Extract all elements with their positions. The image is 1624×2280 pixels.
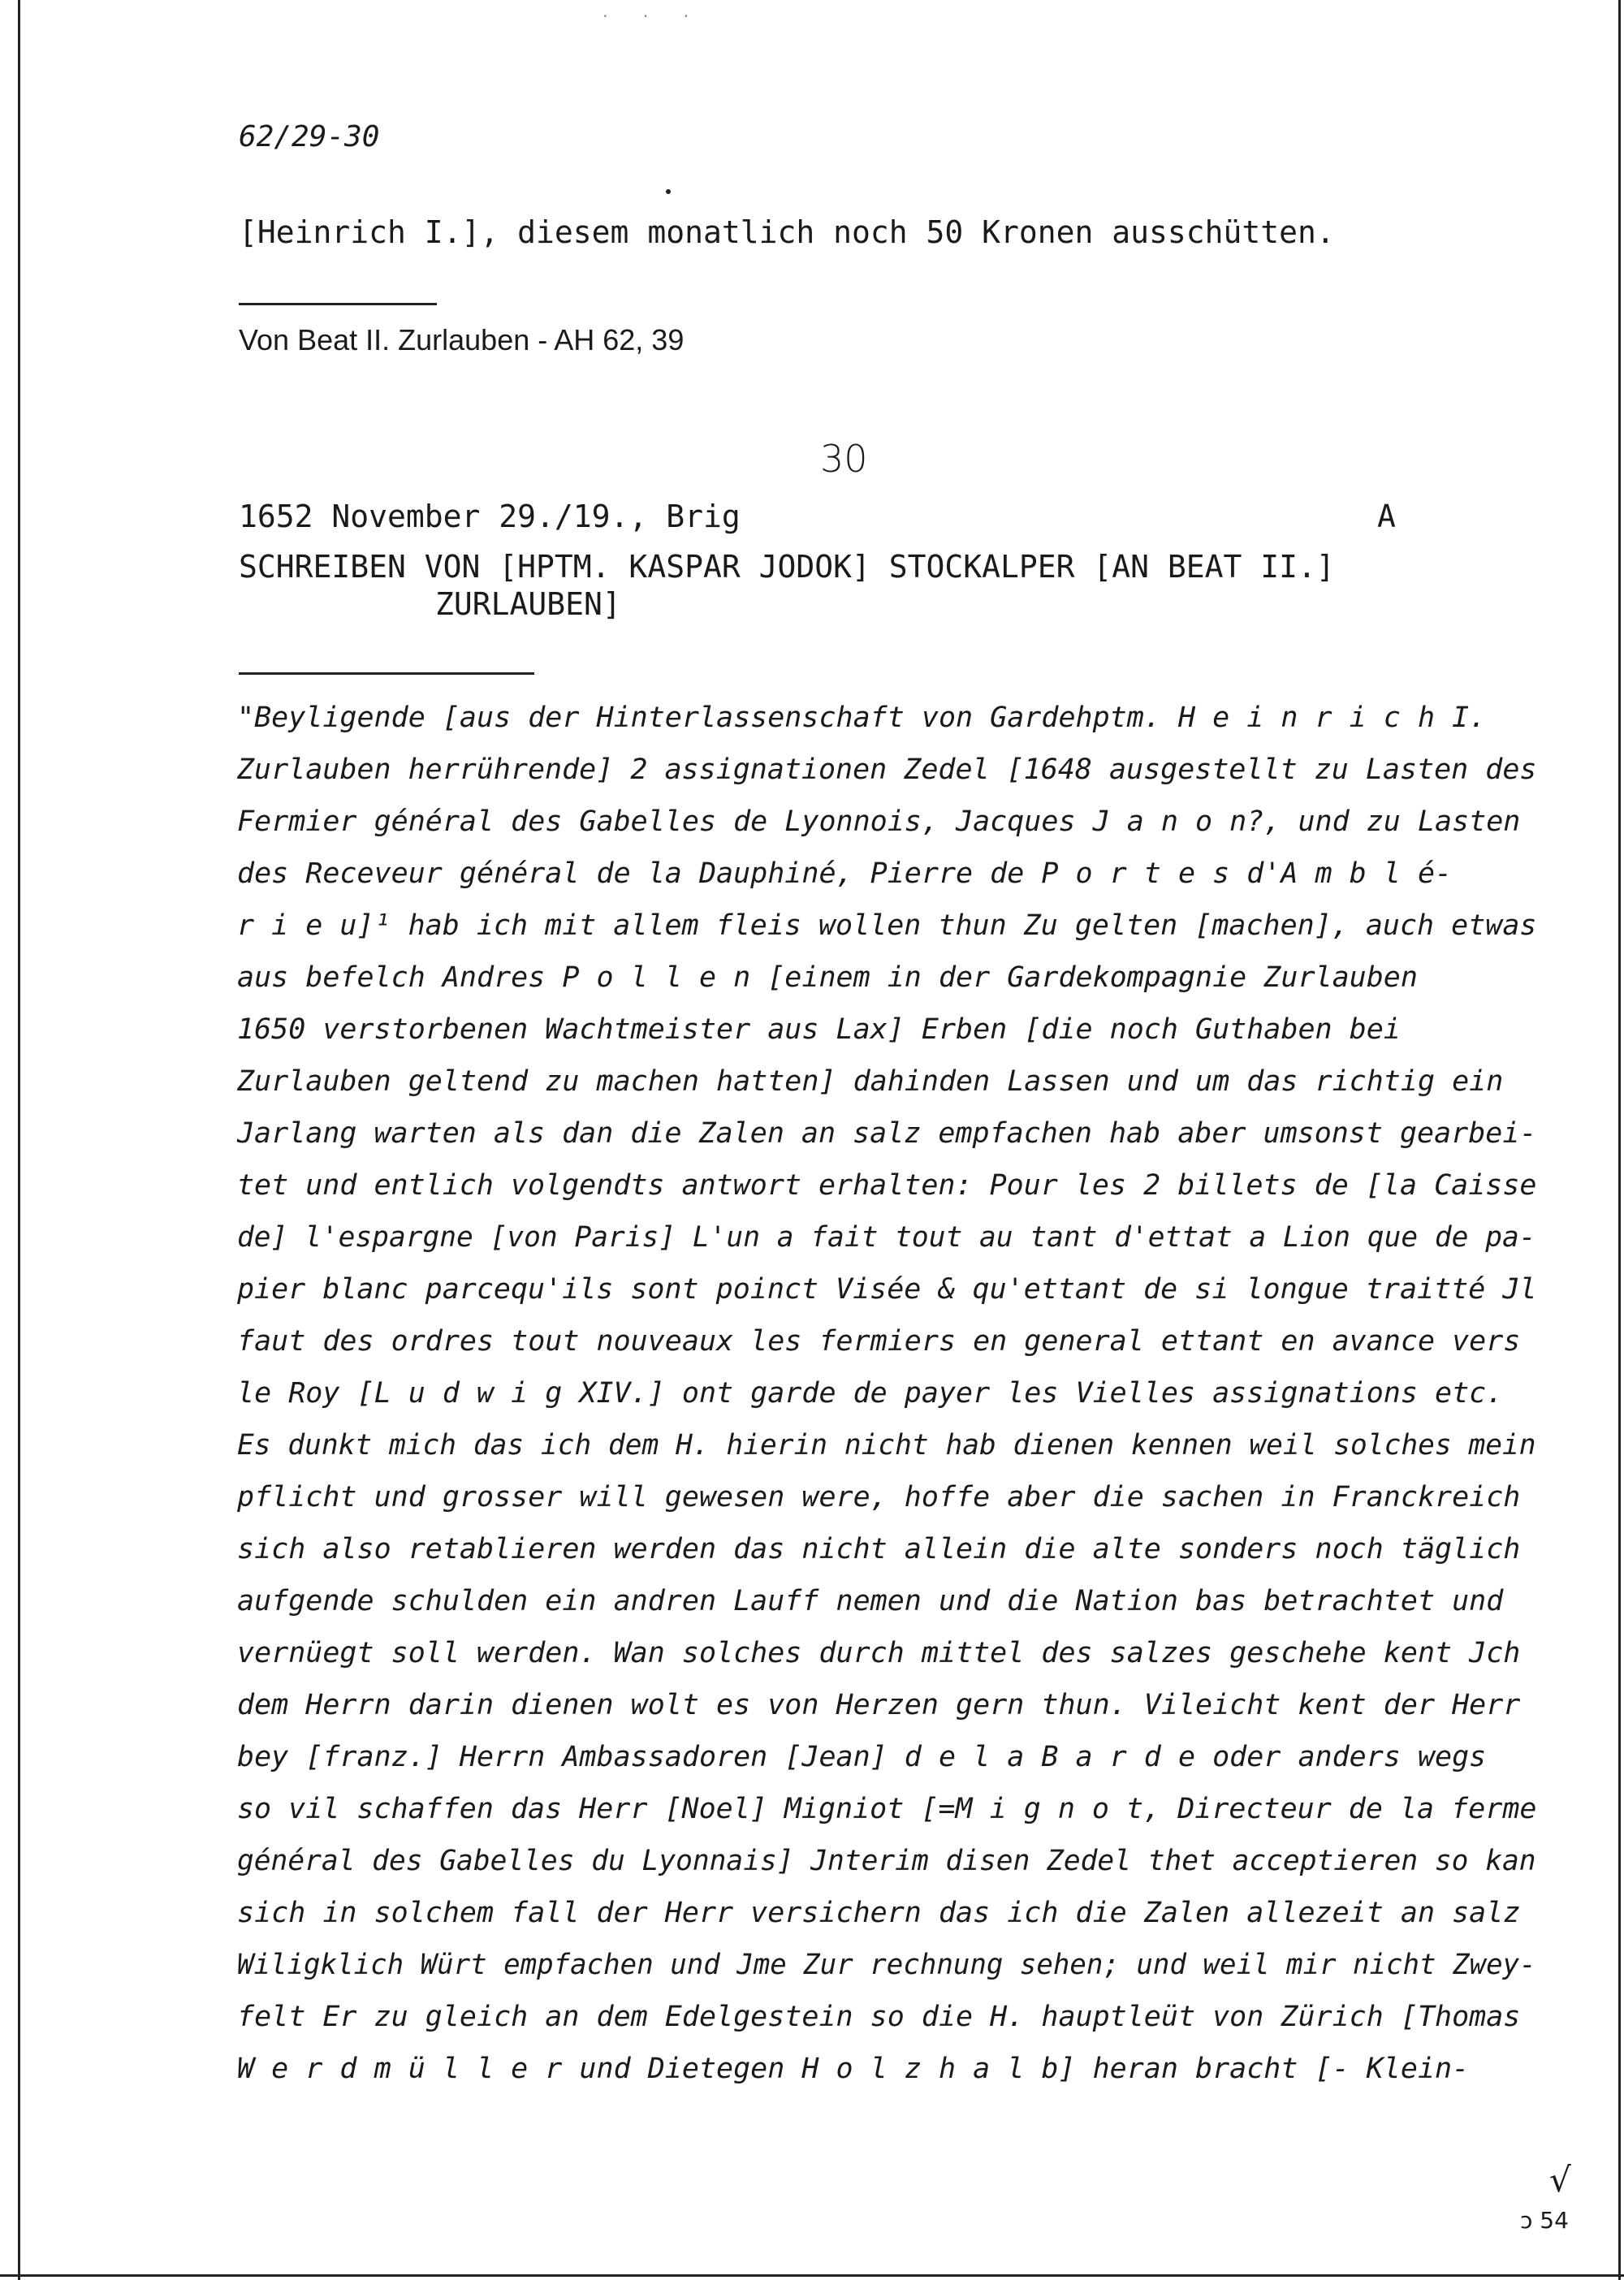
document-marker: A xyxy=(1377,499,1396,534)
scan-specks: · · · xyxy=(601,8,702,25)
body-line: r i e u]¹ hab ich mit allem fleis wollen thun Zu gelten [machen], auch etwas xyxy=(237,909,1537,942)
scan-border-left xyxy=(18,0,20,2280)
body-line: aufgende schulden ein andren Lauff nemen und die Nation bas betrachtet und xyxy=(237,1585,1504,1617)
body-line: pier blanc parcequ'ils sont poinct Visée & qu'ettant de si longue traitté Jl xyxy=(237,1273,1537,1306)
body-line: le Roy [L u d w i g XIV.] ont garde de payer les Vielles assignations etc. xyxy=(237,1377,1504,1410)
document-title-line-1: SCHREIBEN VON [HPTM. KASPAR JODOK] STOCKALPER [AN BEAT II.] xyxy=(239,549,1335,585)
body-line: Wiligklich Würt empfachen und Jme Zur rechnung sehen; und weil mir nicht Zwey- xyxy=(237,1949,1536,1981)
body-line: Jarlang warten als dan die Zalen an salz empfachen hab aber umsonst gearbei- xyxy=(237,1117,1537,1150)
body-line: Zurlauben geltend zu machen hatten] dahinden Lassen und um das richtig ein xyxy=(237,1065,1504,1098)
body-line: dem Herrn darin dienen wolt es von Herzen gern thun. Vileicht kent der Herr xyxy=(237,1689,1521,1721)
scan-border-right xyxy=(1618,0,1621,2280)
body-line: de] l'espargne [von Paris] L'un a fait tout au tant d'ettat a Lion que de pa- xyxy=(237,1221,1536,1254)
ink-dot xyxy=(666,189,671,194)
body-line: tet und entlich volgendts antwort erhalten: Pour les 2 billets de [la Caisse xyxy=(237,1169,1537,1202)
body-line: Es dunkt mich das ich dem H. hierin nicht hab dienen kennen weil solches mein xyxy=(237,1429,1536,1462)
body-line: felt Er zu gleich an dem Edelgestein so die H. hauptleüt von Zürich [Thomas xyxy=(237,2001,1521,2033)
body-line: pflicht und grosser will gewesen were, hoffe aber die sachen in Franckreich xyxy=(237,1481,1521,1514)
body-line: W e r d m ü l l e r und Dietegen H o l z h a l b] heran bracht [- Klein- xyxy=(237,2053,1470,2085)
continuation-line: [Heinrich I.], diesem monatlich noch 50 Kronen ausschütten. xyxy=(239,214,1335,250)
source-line: Von Beat II. Zurlauben - AH 62, 39 xyxy=(239,323,685,356)
separator-rule-2 xyxy=(239,672,534,675)
page-mark: ɔ 54 xyxy=(1520,2207,1569,2234)
body-line: "Beyligende [aus der Hinterlassenschaft von Gardehptm. H e i n r i c h I. xyxy=(237,702,1487,734)
document-number: 30 xyxy=(820,437,868,481)
separator-rule xyxy=(239,303,437,305)
body-line: sich also retablieren werden das nicht allein die alte sonders noch täglich xyxy=(237,1533,1521,1565)
body-line: faut des ordres tout nouveaux les fermiers en general ettant en avance vers xyxy=(237,1325,1521,1358)
body-line: sich in solchem fall der Herr versichern das ich die Zalen allezeit an salz xyxy=(237,1897,1521,1929)
body-line: aus befelch Andres P o l l e n [einem in der Gardekompagnie Zurlauben xyxy=(237,961,1418,994)
body-line: Zurlauben herrührende] 2 assignationen Zedel [1648 ausgestellt zu Lasten des xyxy=(237,754,1537,786)
body-line: des Receveur général de la Dauphiné, Pierre de P o r t e s d'A m b l é- xyxy=(237,857,1453,890)
body-line: Fermier général des Gabelles de Lyonnois, Jacques J a n o n?, und zu Lasten xyxy=(237,805,1521,838)
body-line: bey [franz.] Herrn Ambassadoren [Jean] d e l a B a r d e oder anders wegs xyxy=(237,1741,1487,1773)
body-line: général des Gabelles du Lyonnais] Jnterim disen Zedel thet acceptieren so kan xyxy=(237,1845,1536,1877)
document-title-line-2: ZURLAUBEN] xyxy=(435,586,621,622)
checkmark: √ xyxy=(1549,2160,1571,2200)
body-line: vernüegt soll werden. Wan solches durch mittel des salzes geschehe kent Jch xyxy=(237,1637,1521,1669)
body-line: 1650 verstorbenen Wachtmeister aus Lax] Erben [die noch Guthaben bei xyxy=(237,1013,1401,1046)
archive-reference: 62/29-30 xyxy=(239,120,380,153)
date-place: 1652 November 29./19., Brig xyxy=(239,499,741,534)
body-line: so vil schaffen das Herr [Noel] Migniot [=M i g n o t, Directeur de la ferme xyxy=(237,1793,1537,1825)
scan-border-bottom xyxy=(0,2274,1624,2277)
